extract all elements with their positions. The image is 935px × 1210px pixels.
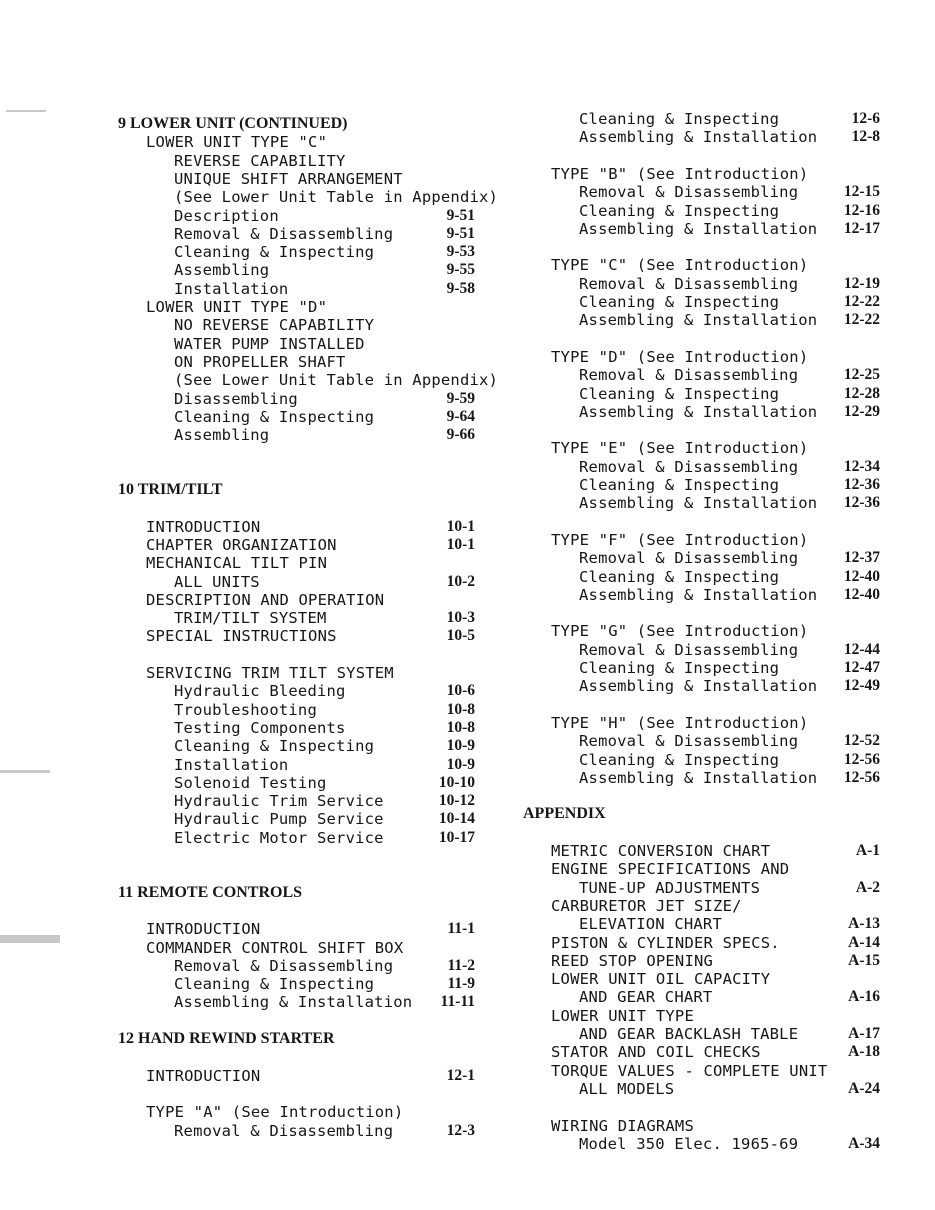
toc-page-number: 10-9 [446, 737, 475, 755]
toc-entry-label: TYPE "D" (See Introduction) [551, 347, 809, 366]
toc-entry-label: Removal & Disassembling [579, 183, 799, 202]
toc-entry-label: UNIQUE SHIFT ARRANGEMENT [174, 169, 403, 188]
scan-speck [0, 935, 60, 943]
toc-entry-label: Installation [174, 279, 289, 298]
toc-entry-label: METRIC CONVERSION CHART [551, 842, 771, 860]
toc-entry-label: WIRING DIAGRAMS [551, 1116, 694, 1135]
section-heading: 11 REMOTE CONTROLS [118, 883, 303, 901]
toc-entry-label: Cleaning & Inspecting [579, 293, 780, 311]
toc-entry-label: Cleaning & Inspecting [579, 384, 780, 403]
toc-page-number: 10-3 [446, 609, 475, 627]
section-heading: APPENDIX [523, 805, 606, 823]
toc-entry-label: CARBURETOR JET SIZE/ [551, 896, 742, 915]
toc-entry-label: Assembling & Installation [579, 768, 818, 787]
toc-page-number: 12-19 [843, 274, 880, 292]
toc-entry-label: Assembling & Installation [579, 494, 818, 513]
toc-page-number: 9-64 [446, 407, 475, 425]
toc-entry-label: Removal & Disassembling [579, 732, 799, 751]
toc-page-number: A-17 [848, 1025, 880, 1042]
toc-entry-label: Assembling & Installation [579, 128, 818, 147]
toc-entry-label: Removal & Disassembling [579, 274, 799, 293]
toc-page-number: 12-36 [843, 494, 880, 512]
toc-page-number: 12-56 [843, 750, 880, 768]
toc-entry-label: Installation [174, 755, 289, 774]
toc-entry-label: INTRODUCTION [146, 517, 261, 536]
toc-entry-label: REED STOP OPENING [551, 951, 714, 970]
toc-entry-label: AND GEAR CHART [579, 988, 713, 1007]
toc-entry-label: INTRODUCTION [146, 1066, 261, 1085]
toc-entry-label: Removal & Disassembling [579, 366, 799, 385]
toc-page-number: 10-10 [438, 773, 475, 791]
toc-page-number: 9-51 [446, 206, 475, 224]
toc-entry-label: Cleaning & Inspecting [174, 243, 375, 262]
toc-entry-label: TYPE "A" (See Introduction) [146, 1103, 404, 1122]
toc-entry-label: Assembling & Installation [579, 585, 818, 604]
toc-page-number: 12-37 [843, 549, 880, 567]
toc-entry-label: Hydraulic Bleeding [174, 682, 346, 701]
toc-entry-label: Cleaning & Inspecting [579, 567, 780, 586]
toc-page-number: 11-1 [447, 920, 475, 938]
toc-entry-label: PISTON & CYLINDER SPECS. [551, 933, 780, 952]
toc-page-number: A-15 [848, 951, 880, 969]
toc-page-number: 12-22 [843, 293, 880, 310]
toc-page-number: 9-59 [446, 389, 475, 407]
toc-entry-label: LOWER UNIT TYPE "D" [146, 298, 328, 316]
toc-page-number: A-13 [848, 915, 880, 933]
toc-entry-label: CHAPTER ORGANIZATION [146, 535, 337, 554]
toc-entry-label: (See Lower Unit Table in Appendix) [174, 371, 499, 390]
toc-page-number: 12-49 [843, 677, 880, 695]
toc-page-number: A-24 [848, 1079, 880, 1097]
toc-page-number: 10-6 [446, 682, 475, 700]
toc-entry-label: LOWER UNIT OIL CAPACITY [551, 970, 771, 989]
toc-entry-label: Removal & Disassembling [579, 640, 799, 659]
toc-entry-label: TYPE "G" (See Introduction) [551, 622, 809, 641]
toc-page-number: 12-1 [446, 1066, 475, 1084]
toc-entry-label: Cleaning & Inspecting [174, 975, 375, 994]
toc-page-number: A-16 [848, 988, 880, 1006]
toc-entry-label: (See Lower Unit Table in Appendix) [174, 188, 499, 207]
toc-entry-label: Removal & Disassembling [174, 224, 394, 243]
toc-page-number: 12-47 [843, 659, 880, 676]
toc-entry-label: TYPE "E" (See Introduction) [551, 439, 809, 458]
toc-page-number: 11-9 [447, 975, 475, 993]
toc-page-number: 10-9 [446, 755, 475, 773]
toc-page-number: 10-8 [446, 700, 475, 718]
toc-page-number: A-1 [855, 842, 880, 859]
toc-page-number: 12-44 [843, 640, 880, 658]
toc-page-number: 10-1 [446, 535, 475, 553]
toc-entry-label: Removal & Disassembling [174, 956, 394, 975]
toc-entry-label: STATOR AND COIL CHECKS [551, 1043, 761, 1062]
toc-page-number: 12-40 [843, 567, 880, 585]
toc-page-number: 10-8 [446, 718, 475, 736]
toc-entry-label: ALL UNITS [174, 572, 260, 591]
toc-page-number: 12-8 [851, 128, 880, 146]
toc-entry-label: ON PROPELLER SHAFT [174, 352, 346, 371]
toc-page-number: 10-1 [446, 517, 475, 535]
toc-page-number: A-14 [848, 933, 880, 951]
toc-page-number: 12-56 [843, 768, 880, 786]
toc-page-number: 12-3 [446, 1121, 475, 1139]
toc-entry-label: Assembling & Installation [579, 677, 818, 696]
toc-entry-label: ELEVATION CHART [579, 915, 722, 934]
toc-entry-label: Description [174, 206, 279, 225]
toc-entry-label: Cleaning & Inspecting [174, 737, 375, 756]
toc-entry-label: Electric Motor Service [174, 828, 384, 847]
toc-entry-label: Cleaning & Inspecting [579, 201, 780, 220]
toc-page-number: 9-53 [446, 243, 475, 261]
toc-entry-label: Cleaning & Inspecting [579, 476, 780, 494]
toc-entry-label: TORQUE VALUES - COMPLETE UNIT [551, 1061, 828, 1080]
toc-entry-label: ALL MODELS [579, 1079, 675, 1098]
scan-speck [6, 110, 46, 112]
toc-page-number: 12-17 [843, 219, 880, 237]
section-heading: 9 LOWER UNIT (CONTINUED) [118, 115, 348, 132]
toc-entry-label: COMMANDER CONTROL SHIFT BOX [146, 938, 404, 957]
toc-page-number: 12-16 [843, 201, 880, 219]
toc-entry-label: Cleaning & Inspecting [579, 659, 780, 677]
toc-page-number: 12-34 [843, 457, 880, 475]
toc-page-number: 12-22 [843, 311, 880, 329]
toc-entry-label: Assembling & Installation [579, 402, 818, 421]
toc-page-number: 12-40 [843, 585, 880, 603]
toc-page-number: 11-2 [447, 956, 475, 974]
toc-page-number: 12-52 [843, 732, 880, 750]
toc-page-number: 10-5 [446, 627, 475, 645]
toc-page-number: 12-29 [843, 402, 880, 420]
toc-entry-label: Cleaning & Inspecting [579, 110, 780, 128]
toc-entry-label: MECHANICAL TILT PIN [146, 554, 328, 573]
toc-entry-label: Assembling & Installation [174, 993, 413, 1012]
toc-page-number: 10-12 [438, 792, 475, 810]
toc-page-number: 9-66 [446, 426, 475, 444]
toc-entry-label: TYPE "C" (See Introduction) [551, 256, 809, 275]
toc-page-number: A-34 [848, 1134, 880, 1152]
toc-page-number: 10-17 [438, 828, 475, 846]
toc-entry-label: Assembling & Installation [579, 219, 818, 238]
toc-entry-label: Assembling [174, 426, 270, 445]
toc-page-number: 11-11 [440, 993, 475, 1011]
toc-entry-label: Removal & Disassembling [174, 1121, 394, 1140]
toc-entry-label: Hydraulic Trim Service [174, 792, 384, 811]
toc-entry-label: WATER PUMP INSTALLED [174, 334, 365, 353]
section-heading: 12 HAND REWIND STARTER [118, 1030, 335, 1047]
toc-entry-label: Assembling [174, 261, 270, 280]
toc-entry-label: Disassembling [174, 389, 298, 408]
toc-entry-label: TYPE "B" (See Introduction) [551, 164, 809, 183]
toc-entry-label: TRIM/TILT SYSTEM [174, 609, 327, 628]
toc-entry-label: TYPE "H" (See Introduction) [551, 713, 809, 732]
toc-entry-label: AND GEAR BACKLASH TABLE [579, 1025, 799, 1043]
toc-entry-label: REVERSE CAPABILITY [174, 151, 346, 170]
toc-entry-label: LOWER UNIT TYPE "C" [146, 133, 328, 152]
toc-page-number: 12-28 [843, 384, 880, 402]
toc-entry-label: Cleaning & Inspecting [174, 407, 375, 426]
toc-page-number: A-18 [848, 1043, 880, 1061]
toc-entry-label: LOWER UNIT TYPE [551, 1006, 694, 1025]
toc-entry-label: SPECIAL INSTRUCTIONS [146, 627, 337, 646]
toc-page-number: 12-36 [843, 476, 880, 493]
toc-entry-label: Removal & Disassembling [579, 457, 799, 476]
toc-entry-label: TYPE "F" (See Introduction) [551, 530, 809, 549]
toc-page-number: 9-58 [446, 279, 475, 297]
toc-entry-label: Hydraulic Pump Service [174, 810, 384, 829]
scan-speck [0, 770, 50, 773]
toc-entry-label: Solenoid Testing [174, 773, 327, 792]
toc-page-number: A-2 [855, 878, 880, 896]
toc-entry-label: DESCRIPTION AND OPERATION [146, 590, 385, 609]
toc-entry-label: ENGINE SPECIFICATIONS AND [551, 860, 790, 879]
toc-entry-label: Model 350 Elec. 1965-69 [579, 1134, 799, 1153]
toc-page-number: 9-55 [446, 261, 475, 279]
section-heading: 10 TRIM/TILT [118, 481, 223, 498]
toc-entry-label: Troubleshooting [174, 700, 317, 719]
toc-entry-label: Testing Components [174, 718, 346, 737]
toc-page-number: 12-25 [843, 366, 880, 384]
toc-entry-label: Cleaning & Inspecting [579, 750, 780, 769]
toc-entry-label: Assembling & Installation [579, 311, 818, 330]
toc-page-number: 12-6 [851, 110, 880, 127]
toc-entry-label: TUNE-UP ADJUSTMENTS [579, 878, 761, 897]
toc-page-number: 10-2 [446, 572, 475, 590]
toc-entry-label: SERVICING TRIM TILT SYSTEM [146, 664, 394, 682]
toc-page-number: 12-15 [843, 183, 880, 201]
toc-entry-label: INTRODUCTION [146, 920, 261, 939]
toc-page-number: 9-51 [446, 224, 475, 242]
toc-entry-label: Removal & Disassembling [579, 549, 799, 568]
toc-entry-label: NO REVERSE CAPABILITY [174, 316, 375, 335]
toc-page-number: 10-14 [438, 810, 475, 828]
